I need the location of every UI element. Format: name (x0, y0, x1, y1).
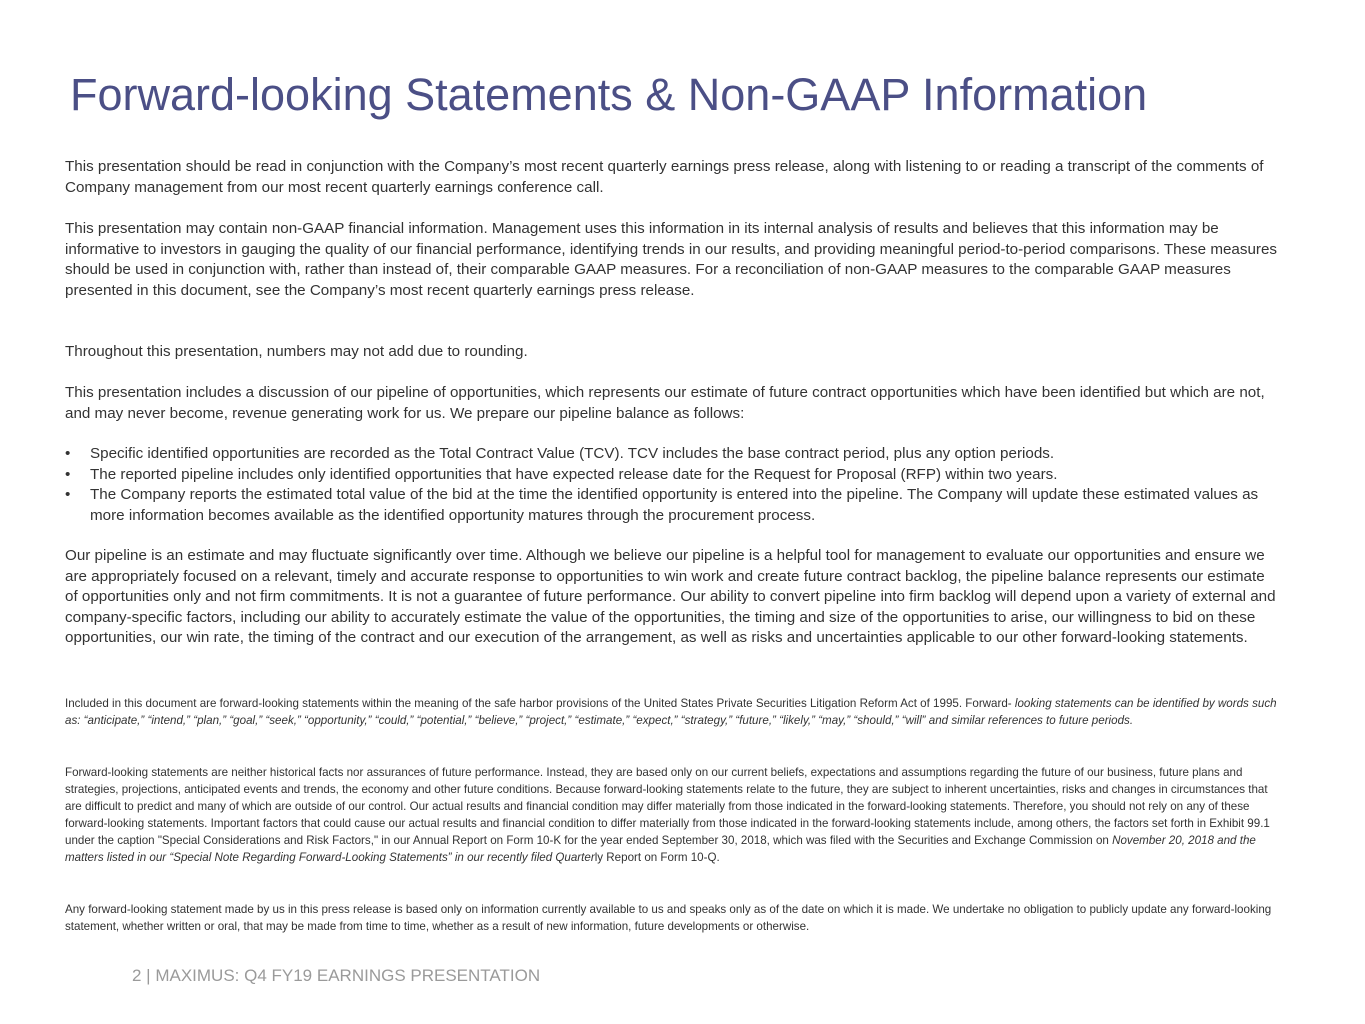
risk-factors-italic-text: November 20, 2018 and the matters listed in our “Special Note Regarding Forward-Looking Statements” in our recently filed Quarter (65, 834, 1256, 864)
list-item (65, 485, 1280, 526)
bullet-icon: • (65, 486, 71, 503)
safe-harbor-paragraph (65, 695, 1280, 729)
list-item (65, 444, 1280, 465)
pipeline-estimate-paragraph (65, 546, 1280, 649)
intro-paragraph (65, 157, 1280, 198)
bullet-icon: • (65, 465, 71, 483)
risk-factors-tail-text: ly Report on Form 10-Q. (594, 851, 720, 864)
paragraph-text: Our pipeline is an estimate and may fluctuate significantly over time. Although we believe our pipeline is a helpful tool for management to evaluate our opportunities and ensure we are appropriately focused on a relevant, timely and accurate response to opportunities to win work and create future contract backlog, the pipeline balance represents our estimate of opportunities only and not firm commitments. It is not a guarantee of future performance. Our ability to convert pipeline into firm backlog will depend upon a variety of external and company-specific factors, including our ability to accurately estimate the value of the opportunities, the timing and size of the opportunities to arise, our willingness to bid on these opportunities, our win rate, the timing of the contract and our execution of the arrangement, as well as risks and uncertainties applicable to our other forward-looking statements. (65, 547, 1276, 646)
risk-factors-paragraph (65, 764, 1280, 866)
bullet-icon: • (65, 445, 71, 462)
bullet-text: The Company reports the estimated total value of the bid at the time the identified opportunity is entered into the pipeline. The Company will update these estimated values as more information becomes available as the identified opportunity matures through the procurement process. (90, 486, 1259, 524)
pipeline-paragraph (65, 383, 1280, 424)
update-disclaimer-paragraph (65, 901, 1280, 935)
paragraph-text: Throughout this presentation, numbers may not add due to rounding. (65, 343, 528, 360)
risk-factors-text: Forward-looking statements are neither historical facts nor assurances of future performance. Instead, they are based only on our current beliefs, expectations and assumptions regarding the future of our business, future plans and strategies, projections, anticipated events and trends, the economy and other future conditions. Because forward-looking statements relate to the future, they are subject to inherent uncertainties, risks and changes in circumstances that are difficult to predict and many of which are outside of our control. Our actual results and financial condition may differ materially from those indicated in the forward-looking statements. Therefore, you should not rely on any of these forward-looking statements. Important factors that could cause our actual results and financial condition to differ materially from those indicated in the forward-looking statements include, among others, the factors set forth in Exhibit 99.1 under the caption "Special Considerations and Risk Factors," in our Annual Report on Form 10-K for the year ended September 30, 2018, which was filed with the Securities and Exchange Commission on (65, 766, 1270, 847)
page-title: Forward-looking Statements & Non-GAAP Information (70, 69, 1148, 120)
list-item (65, 465, 1280, 486)
bullet-text: Specific identified opportunities are recorded as the Total Contract Value (TCV). TCV includes the base contract period, plus any option periods. (90, 445, 1055, 462)
paragraph-text: This presentation may contain non-GAAP financial information. Management uses this information in its internal analysis of results and believes that this information may be informative to investors in gauging the quality of our financial performance, identifying trends in our results, and providing meaningful period-to-period comparisons. These measures should be used in conjunction with, rather than instead of, their comparable GAAP measures. For a reconciliation of non-GAAP measures to the comparable GAAP measures presented in this document, see the Company’s most recent quarterly earnings press release. (65, 220, 1277, 299)
rounding-paragraph (65, 342, 1280, 363)
pipeline-bullet-list (65, 444, 1280, 526)
safe-harbor-text: Included in this document are forward-looking statements within the meaning of the safe harbor provisions of the United States Private Securities Litigation Reform Act of 1995. Forward- (65, 697, 1012, 710)
bullet-text: The reported pipeline includes only identified opportunities that have expected release date for the Request for Proposal (RFP) within two years. (90, 465, 1058, 483)
paragraph-text: This presentation includes a discussion of our pipeline of opportunities, which represents our estimate of future contract opportunities which have been identified but which are not, and may never become, revenue generating work for us. We prepare our pipeline balance as follows: (65, 384, 1265, 422)
paragraph-text: This presentation should be read in conjunction with the Company’s most recent quarterly earnings press release, along with listening to or reading a transcript of the comments of Company management from our most recent quarterly earnings conference call. (65, 158, 1264, 196)
page-footer: 2 | MAXIMUS: Q4 FY19 EARNINGS PRESENTATION (132, 966, 541, 985)
update-disclaimer-text: Any forward-looking statement made by us in this press release is based only on information currently available to us and speaks only as of the date on which it is made. We undertake no obligation to publicly update any forward-looking statement, whether written or oral, that may be made from time to time, whether as a result of new information, future developments or otherwise. (65, 903, 1272, 933)
non-gaap-paragraph (65, 219, 1280, 301)
safe-harbor-italic-text: looking statements can be identified by words such as: “anticipate,” “intend,” “plan,” “goal,” “seek,” “opportunity,” “could,” “potential,” “believe,” “project,” “estimate,” “expect,” “strategy,” “future,” “likely,” “may,” “should,” “will” and similar references to future periods. (65, 697, 1277, 727)
